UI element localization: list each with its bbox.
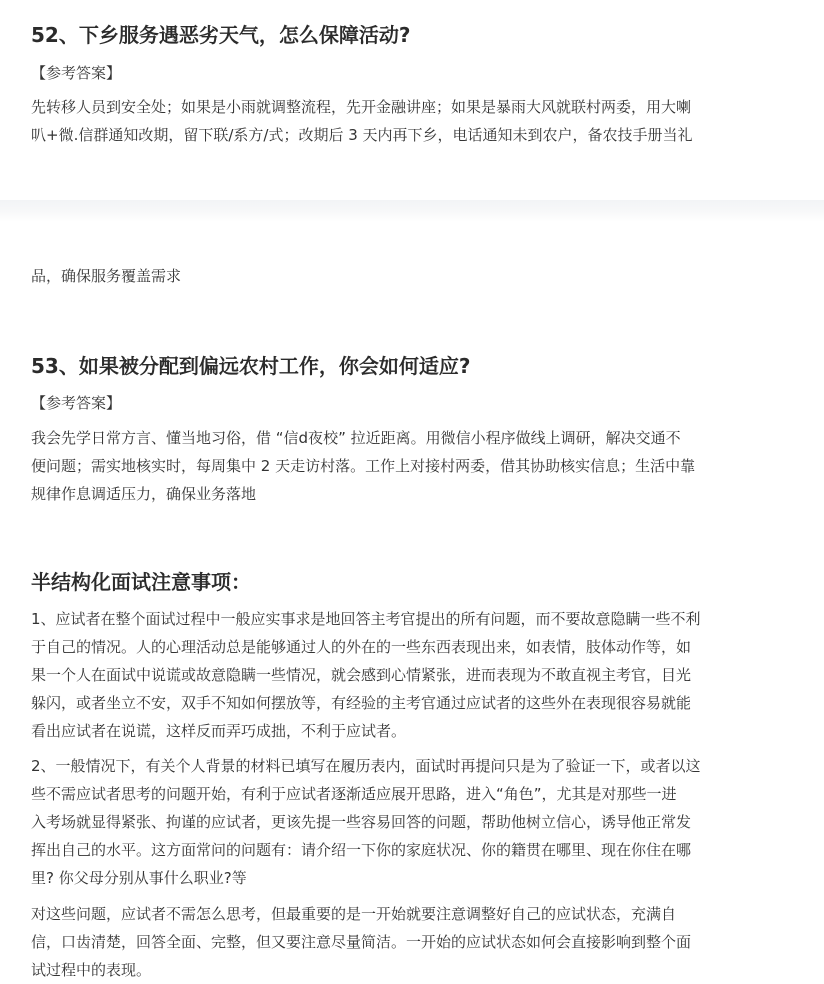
notes-paragraph-2-line: 入考场就显得紧张、拘谨的应试者，更该先提一些容易回答的问题，帮助他树立信心，诱导他正常发	[31, 813, 692, 831]
question-53-answer-line: 规律作息调适压力，确保业务落地	[31, 485, 257, 503]
question-53-title: 53、如果被分配到偏远农村工作，你会如何适应?	[31, 354, 471, 378]
notes-paragraph-2-line: 里? 你父母分别从事什么职业?等	[31, 869, 247, 887]
question-52-answer-line: 品，确保服务覆盖需求	[31, 267, 182, 285]
notes-paragraph-3-line: 试过程中的表现。	[31, 961, 152, 979]
notes-paragraph-2-line: 2、一般情况下，有关个人背景的材料已填写在履历表内，面试时再提问只是为了验证一下，或者以这	[31, 757, 701, 775]
document-page-top	[0, 0, 824, 200]
notes-paragraph-2-line: 些不需应试者思考的问题开始，有利于应试者逐渐适应展开思路，进入“角色”，尤其是对那些一进	[31, 785, 677, 803]
notes-paragraph-3-line: 信，口齿清楚，回答全面、完整，但又要注意尽量简洁。一开始的应试状态如何会直接影响到整个面	[31, 933, 692, 951]
notes-heading: 半结构化面试注意事项：	[31, 570, 251, 594]
notes-paragraph-2-line: 挥出自己的水平。这方面常问的问题有：请介绍一下你的家庭状况、你的籍贯在哪里、现在你住在哪	[31, 841, 692, 859]
question-52-title: 52、下乡服务遇恶劣天气，怎么保障活动?	[31, 23, 411, 47]
document-page-bottom	[0, 222, 824, 984]
page-break	[0, 200, 824, 222]
question-53-answer-line: 便问题；需实地核实时，每周集中 2 天走访村落。工作上对接村两委，借其协助核实信息；生活中靠	[31, 457, 696, 475]
question-53-answer-line: 我会先学日常方言、懂当地习俗，借 “信d夜校” 拉近距离。用微信小程序做线上调研，解决交通不	[31, 429, 681, 447]
question-52-answer-line: 先转移人员到安全处；如果是小雨就调整流程，先开金融讲座；如果是暴雨大风就联村两委，用大喇	[31, 98, 692, 116]
notes-paragraph-3-line: 对这些问题，应试者不需怎么思考，但最重要的是一开始就要注意调整好自己的应试状态，充满自	[31, 905, 677, 923]
notes-paragraph-1-line: 躲闪，或者坐立不安，双手不知如何摆放等，有经验的主考官通过应试者的这些外在表现很容易就能	[31, 694, 692, 712]
question-52-answer-label: 【参考答案】	[31, 64, 122, 82]
notes-paragraph-1-line: 1、应试者在整个面试过程中一般应实事求是地回答主考官提出的所有问题，而不要故意隐瞒一些不利	[31, 610, 701, 628]
question-53-answer-label: 【参考答案】	[31, 394, 122, 412]
notes-paragraph-1-line: 于自己的情况。人的心理活动总是能够通过人的外在的一些东西表现出来，如表情，肢体动作等，如	[31, 638, 692, 656]
notes-paragraph-1-line: 果一个人在面试中说谎或故意隐瞒一些情况，就会感到心情紧张，进而表现为不敢直视主考官，目光	[31, 666, 692, 684]
notes-paragraph-1-line: 看出应试者在说谎，这样反而弄巧成拙，不利于应试者。	[31, 722, 407, 740]
question-52-answer-line: 叭+微.信群通知改期，留下联/系方/式；改期后 3 天内再下乡，电话通知未到农户，备农技手册当礼	[31, 126, 693, 144]
